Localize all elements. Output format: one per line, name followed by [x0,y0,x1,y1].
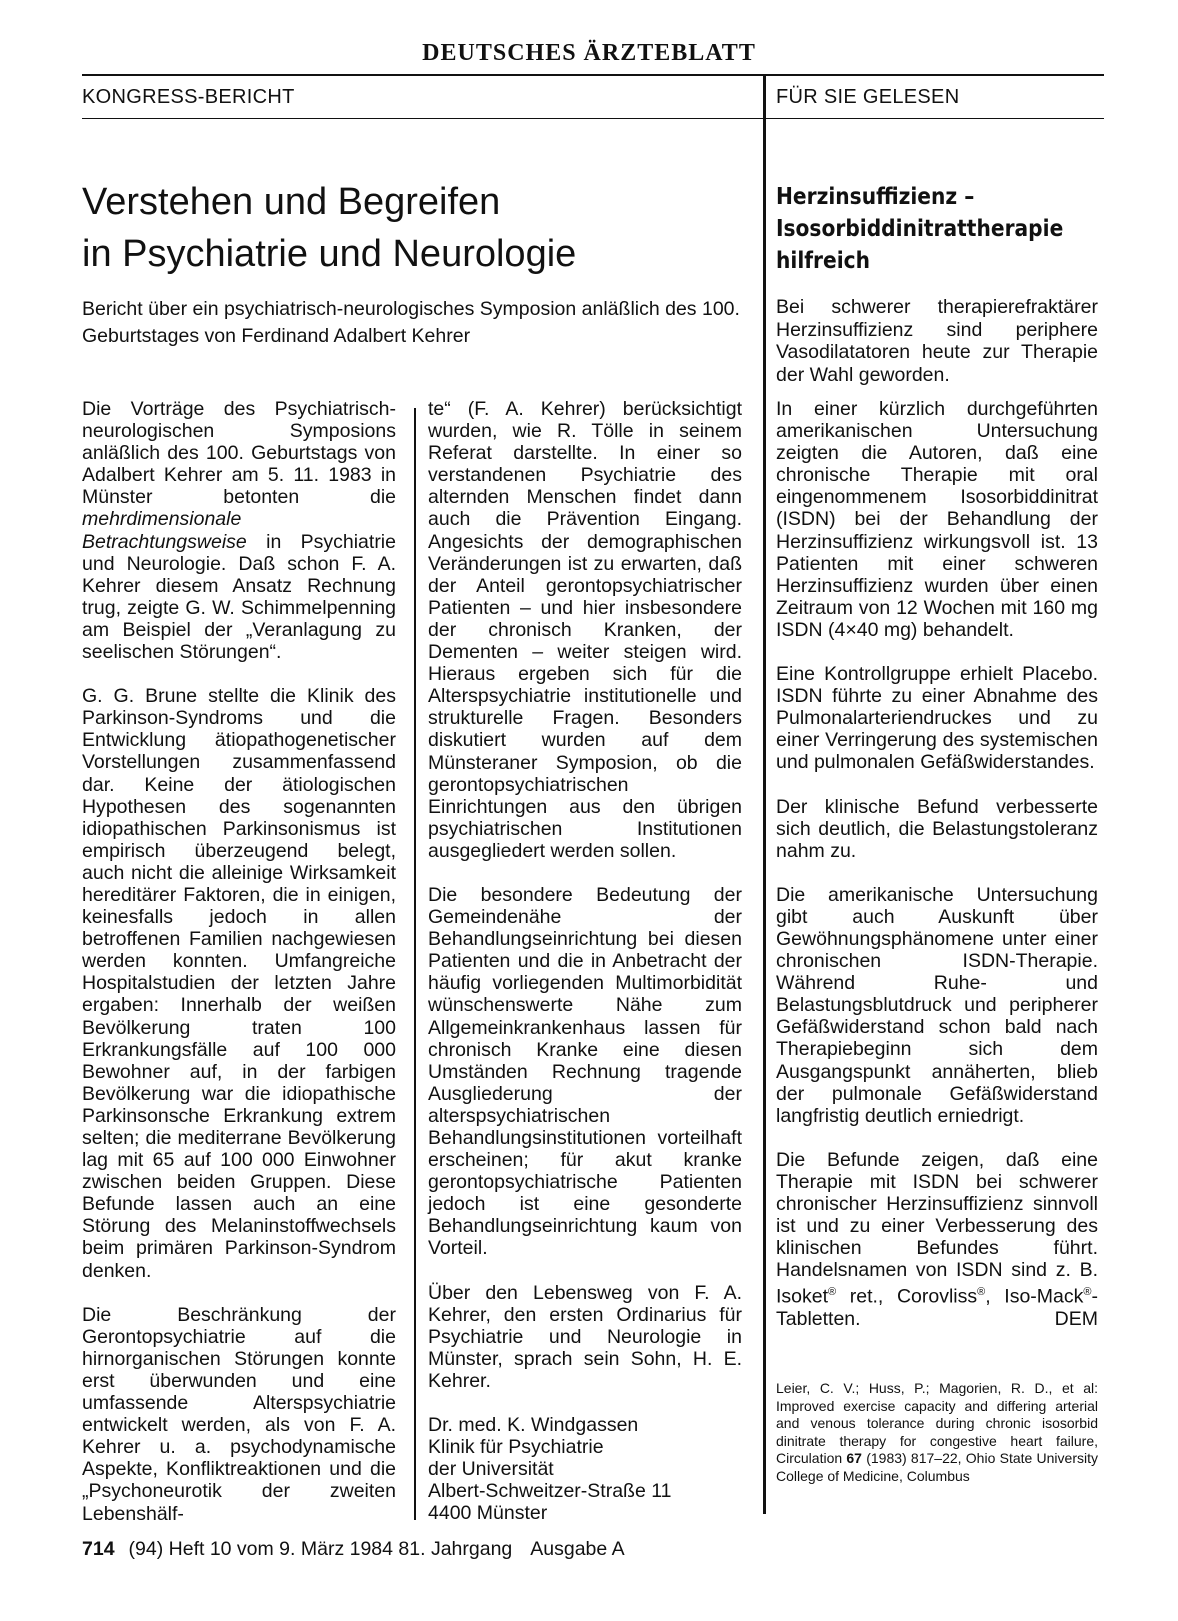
registered-mark: ® [828,1286,837,1299]
paragraph: Eine Kontrollgruppe erhielt Placebo. ISDN führte zu einer Abnahme des Pulmonalarteriendruckes und zu einer Verringerung des systemischen und pulmonalen Gefäßwiderstandes. [776,663,1098,774]
column-divider-inner [414,408,416,1520]
paragraph: Der klinische Befund verbesserte sich deutlich, die Belastungstoleranz nahm zu. [776,795,1098,862]
paragraph: Die besondere Bedeutung der Gemeindenähe der Behandlungseinrichtung bei diesen Patienten und die in Anbetracht der häufig vorliegenden Multimorbidität wünschenswerte Nähe zum Allgemeinkrankenhaus lassen für chronisch Kranke eine diesen Umständen Rechnung tragende Ausgliederung der alterspsychiatrischen Behandlungsinstitutionen vorteilhaft erscheinen; für akut kranke gerontopsychiatrische Patienten jedoch ist eine gesonderte Behandlungseinrichtung kaum von Vorteil. [428,883,742,1260]
article-subtitle: Bericht über ein psychiatrisch-neurologisches Symposion anläßlich des 100. Geburtstages von Ferdinand Adalbert Kehrer [82,298,740,347]
article-title-line-2: in Psychiatrie und Neurologie [82,233,577,275]
paragraph: te“ (F. A. Kehrer) berücksichtigt wurden, wie R. Tölle in seinem Referat darstellte. In einer so verstandenen Psychiatrie des alternden Menschen findet dann auch die Prävention Eingang. Angesichts der demographischen Veränderungen ist zu erwarten, daß der Anteil gerontopsychiatrischer Patienten – und hier insbesondere der chronisch Kranken, der Dementen – weiter steigen wird. Hieraus ergeben sich für die Alterspsychiatrie institutionelle und strukturelle Fragen. Besonders diskutiert wurden auf dem Münsteraner Symposion, ob die gerontopsychiatrischen Einrichtungen aus den übrigen psychiatrischen Institutionen ausgegliedert werden sollen. [428,398,742,862]
citation-text: (1983) 817–22, Ohio State University College of Medicine, Columbus [776,1450,1098,1484]
page-number: 714 [82,1538,115,1560]
author-address [428,1414,742,1524]
reference-citation [776,1380,1098,1486]
section-label-left: KONGRESS-BERICHT [82,86,295,108]
masthead-rule [82,74,1104,76]
page-footer [82,1538,625,1561]
column-divider-main [763,74,766,1514]
address-line: der Universität [428,1458,554,1481]
paragraph-text: Die Vorträge des Psychiatrisch-neurologischen Symposions anläßlich des 100. Geburtstags von Adalbert Kehrer am 5. 11. 1983 in Münster betonten die [82,398,396,509]
author-signature: DEM [1054,1307,1098,1330]
address-line: Klinik für Psychiatrie [428,1436,604,1459]
sidebar-lead: Bei schwerer therapierefraktärer Herzinsuffizienz sind periphere Vasodilatatoren heute zur Therapie der Wahl geworden. [776,296,1098,386]
sidebar-column [776,398,1098,1352]
paragraph-text: , Iso-Mack [985,1285,1084,1308]
paragraph-text: Die Befunde zeigen, daß eine Therapie mit ISDN bei schwerer chronischer Herzinsuffizienz sinnvoll ist und zu einer Verbesserung des klinischen Befundes führt. Handelsnamen von ISDN sind z. B. Isoket [776,1148,1098,1308]
address-line: Dr. med. K. Windgassen [428,1414,639,1437]
masthead: DEUTSCHES ÄRZTEBLATT [422,40,756,66]
paragraph-text: in Psychiatrie und Neurologie. Daß schon F. A. Kehrer diesem Ansatz Rechnung trug, zeigte G. W. Schimmelpenning am Beispiel der „Veranlagung zu seelischen Störungen“. [82,530,396,664]
paragraph [776,1149,1098,1330]
registered-mark: ® [1083,1286,1092,1299]
paragraph-text: ret., Corovliss [836,1285,978,1308]
paragraph: In einer kürzlich durchgeführten amerikanischen Untersuchung zeigten die Autoren, daß eine chronische Therapie mit oral eingenommenem Isosorbiddinitrat (ISDN) bei der Behandlung der Herzinsuffizienz wirkungsvoll ist. 13 Patienten mit einer schweren Herzinsuffizienz wurden über einen Zeitraum von 12 Wochen mit 160 mg ISDN (4×40 mg) behandelt. [776,398,1098,641]
sidebar-title: Herzinsuffizienz – Isosorbiddinitrattherapie hilfreich [776,182,1064,274]
address-line: Albert-Schweitzer-Straße 11 [428,1480,672,1503]
edition-label: Ausgabe A [530,1538,625,1560]
registered-mark: ® [977,1286,986,1299]
article-column-2 [428,398,742,1547]
paragraph: Die amerikanische Untersuchung gibt auch Auskunft über Gewöhnungsphänomene unter einer chronischen ISDN-Therapie. Während Ruhe- und Belastungsblutdruck und peripherer Gefäßwiderstand schon bald nach Therapiebeginn sich dem Ausgangspunkt annäherten, blieb der pulmonale Gefäßwiderstand langfristig deutlich erniedrigt. [776,883,1098,1127]
section-label-right: FÜR SIE GELESEN [776,86,960,108]
citation-volume: 67 [846,1450,862,1467]
emphasis-text: mehrdimensionale Betrachtungsweise [82,508,247,553]
paragraph: G. G. Brune stellte die Klinik des Parkinson-Syndroms und die Entwicklung ätiopathogenetischer Vorstellungen zusammenfassend dar. Keine der ätiologischen Hypothesen des sogenannten idiopathischen Parkinsonismus ist empirisch überzeugend belegt, auch nicht die alleinige Wirksamkeit hereditärer Faktoren, die in einigen, keinesfalls jedoch in allen betroffenen Familien nachgewiesen werden konnten. Umfangreiche Hospitalstudien der letzten Jahre ergaben: Innerhalb der weißen Bevölkerung traten 100 Erkrankungsfälle auf 100 000 Bewohner auf, in der farbigen Bevölkerung war die idiopathische Parkinsonsche Erkrankung extrem selten; die mediterrane Bevölkerung lag mit 65 auf 100 000 Einwohner zwischen beiden Gruppen. Diese Befunde lassen auch an eine Störung des Melaninstoffwechsels beim primären Parkinson-Syndrom denken. [82,685,396,1282]
issue-info: (94) Heft 10 vom 9. März 1984 81. Jahrgang [128,1538,513,1560]
paragraph: Die Beschränkung der Gerontopsychiatrie auf die hirnorganischen Störungen konnte erst überwunden und eine umfassende Alterspsychiatrie entwickelt werden, als von F. A. Kehrer u. a. psychodynamische Aspekte, Konfliktreaktionen und die „Psychoneurotik der zweiten Lebenshälf- [82,1303,396,1525]
citation-text: Leier, C. V.; Huss, P.; Magorien, R. D., et al: Improved exercise capacity and differing arterial and venous tolerance during chronic isosorbid dinitrate therapy for congestive heart failure, Circulation [776,1380,1098,1467]
section-rule [82,118,1104,119]
paragraph [82,398,396,663]
article-column-1 [82,398,396,1547]
address-line: 4400 Münster [428,1502,548,1525]
article-title [82,176,742,280]
paragraph: Über den Lebensweg von F. A. Kehrer, den ersten Ordinarius für Psychiatrie und Neurologie in Münster, sprach sein Sohn, H. E. Kehrer. [428,1281,742,1392]
article-title-line-1: Verstehen und Begreifen [82,181,501,223]
paragraph-text: -Tabletten. [776,1285,1099,1330]
